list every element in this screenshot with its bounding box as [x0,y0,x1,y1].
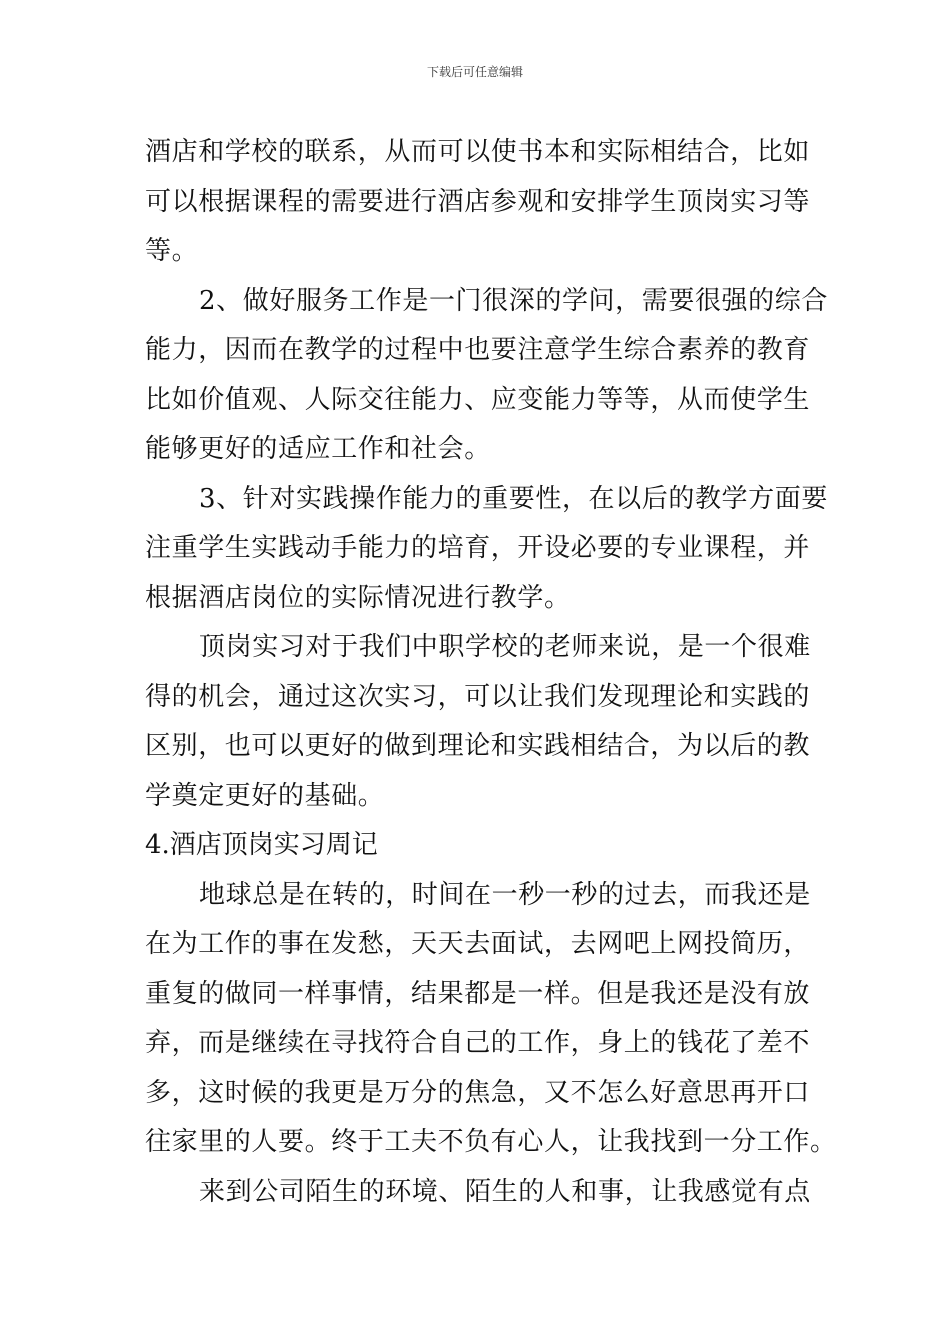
paragraph-line: 区别，也可以更好的做到理论和实践相结合，为以后的教 [145,731,811,761]
paragraph-line: 来到公司陌生的环境、陌生的人和事，让我感觉有点 [199,1176,811,1207]
page-header: 下载后可任意编辑 [426,65,523,79]
paragraph-line: 多，这时候的我更是万分的焦急，又不怎么好意思再开口 [145,1077,811,1108]
paragraph-line: 比如价值观、人际交往能力、应变能力等等，从而使学生 [145,384,811,415]
paragraph-line: 学奠定更好的基础。 [145,780,385,811]
paragraph-line: 能够更好的适应工作和社会。 [145,434,491,464]
paragraph-line: 注重学生实践动手能力的培育，开设必要的专业课程，并 [145,533,811,563]
paragraph-line: 能力，因而在教学的过程中也要注意学生综合素养的教育 [145,335,811,365]
paragraph-line: 重复的做同一样事情，结果都是一样。但是我还是没有放 [145,978,811,1009]
paragraph-line: 酒店和学校的联系，从而可以使书本和实际相结合，比如 [145,137,811,167]
paragraph-line: 2、做好服务工作是一门很深的学问，需要很强的综合 [199,285,828,316]
section-heading: 4.酒店顶岗实习周记 [145,830,378,860]
document-body [145,128,837,1217]
paragraph-line: 顶岗实习对于我们中职学校的老师来说，是一个很难 [199,632,811,662]
paragraph-line: 地球总是在转的，时间在一秒一秒的过去，而我还是 [199,879,811,910]
paragraph-line: 往家里的人要。终于工夫不负有心人，让我找到一分工作。 [145,1127,837,1157]
paragraph-line: 在为工作的事在发愁，天天去面试，去网吧上网投简历， [145,929,811,959]
paragraph-line: 可以根据课程的需要进行酒店参观和安排学生顶岗实习等 [145,186,811,217]
paragraph-line: 3、针对实践操作能力的重要性，在以后的教学方面要 [199,483,828,514]
paragraph-line: 根据酒店岗位的实际情况进行教学。 [145,582,571,613]
paragraph-line: 弃，而是继续在寻找符合自己的工作，身上的钱花了差不 [145,1028,811,1058]
paragraph-line: 等。 [145,236,199,266]
paragraph-line: 得的机会，通过这次实习，可以让我们发现理论和实践的 [145,681,811,712]
